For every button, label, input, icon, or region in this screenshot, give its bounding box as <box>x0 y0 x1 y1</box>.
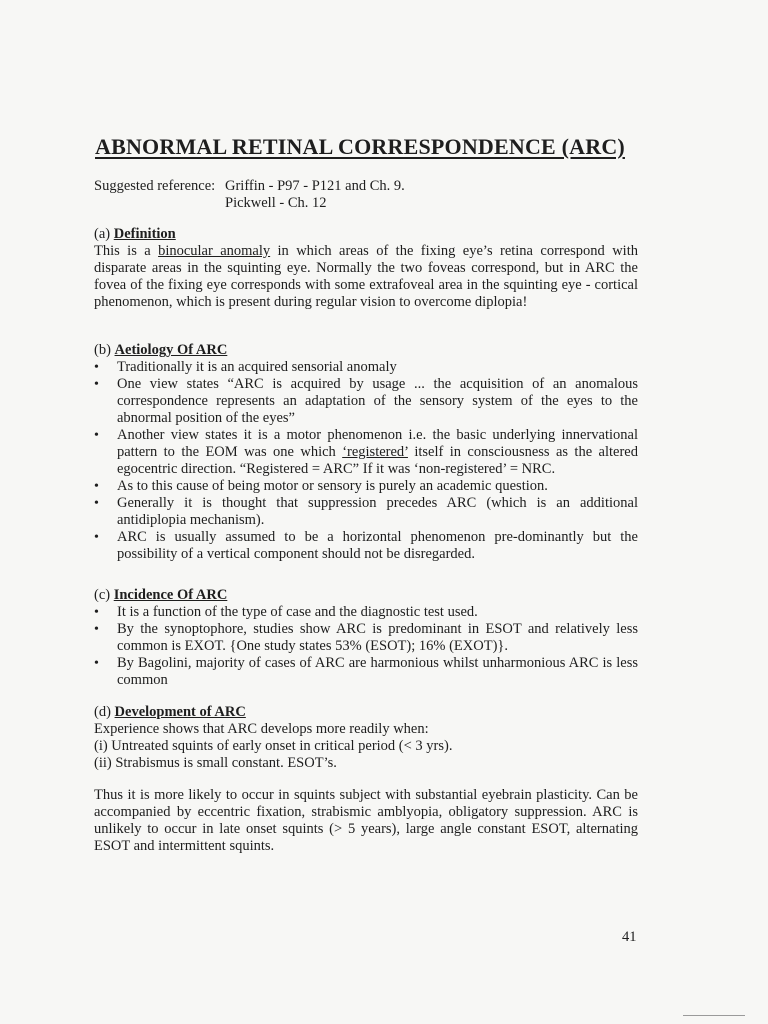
list-item <box>94 604 638 621</box>
bullet-icon: • <box>94 530 99 545</box>
list-item-text: As to this cause of being motor or sensory is purely an academic question. <box>117 478 548 494</box>
list-item-text: Generally it is thought that suppression precedes ARC (which is an additional antidiplopia mechanism). <box>117 495 638 528</box>
definition-heading <box>94 226 638 243</box>
development-heading <box>94 704 638 721</box>
list-item <box>94 529 638 563</box>
list-item <box>94 376 638 427</box>
bullet-icon: • <box>94 377 99 392</box>
list-item-text: ARC is usually assumed to be a horizontal phenomenon pre-dominantly but the possibility of a vertical component should not be disregarded. <box>117 529 638 562</box>
bullet-icon: • <box>94 360 99 375</box>
bullet-icon: • <box>94 656 99 671</box>
list-item <box>94 359 638 376</box>
list-item-text: By Bagolini, majority of cases of ARC are harmonious whilst unharmonious ARC is less common <box>117 655 638 688</box>
scan-artifact-line <box>683 1015 745 1016</box>
bullet-icon: • <box>94 428 99 443</box>
list-item-text: Traditionally it is an acquired sensorial anomaly <box>117 359 397 375</box>
conclusion-paragraph <box>94 787 638 855</box>
aetiology-heading <box>94 342 638 359</box>
conclusion-text: Thus it is more likely to occur in squints subject with substantial eyebrain plasticity. Can be accompanied by eccentric fixation, strabismic amblyopia, obligatory suppression. ARC is unlikely to occur in late onset squints (> 5 years), large angle constant ESOT, alternating ESOT and intermittent squints. <box>94 787 638 854</box>
reference-row-2 <box>94 195 405 212</box>
section-definition <box>94 226 638 311</box>
list-item <box>94 478 638 495</box>
development-point-1: (i) Untreated squints of early onset in critical period (< 3 yrs). <box>94 738 453 754</box>
page-number: 41 <box>622 929 637 945</box>
reference-line-2: Pickwell - Ch. 12 <box>225 195 327 211</box>
definition-paragraph <box>94 243 638 311</box>
bullet-icon: • <box>94 479 99 494</box>
bullet-icon: • <box>94 496 99 511</box>
definition-text-before: This is a <box>94 243 159 259</box>
reference-label: Suggested reference: <box>94 178 216 194</box>
definition-underlined-term: binocular anomaly <box>158 243 271 259</box>
section-marker: (d) <box>94 704 111 720</box>
list-item-text: One view states “ARC is acquired by usage ... the acquisition of an anomalous correspondence represents an adaptation of the sensory system of the eyes to the abnormal position of the eyes” <box>117 376 638 426</box>
list-item <box>94 427 638 478</box>
list-item <box>94 621 638 655</box>
section-heading-label: Development of ARC <box>114 704 246 720</box>
reference-line-1: Griffin - P97 - P121 and Ch. 9. <box>225 178 405 194</box>
list-item-text: Another view states it is a motor phenomenon i.e. the basic underlying innervational pattern to the EOM was one which <box>117 427 638 460</box>
incidence-heading <box>94 587 638 604</box>
list-item-text: itself in consciousness as the altered egocentric direction. “Registered = ARC” If it was ‘non-registered’ = NRC. <box>117 444 638 477</box>
section-marker: (a) <box>94 226 111 242</box>
section-heading-label: Definition <box>113 226 176 242</box>
list-item <box>94 655 638 689</box>
development-intro: Experience shows that ARC develops more readily when: <box>94 721 429 737</box>
section-development <box>94 704 638 772</box>
underlined-term: ‘registered’ <box>342 444 408 460</box>
definition-text-after: in which areas of the fixing eye’s retina correspond with disparate areas in the squinting eye. Normally the two foveas correspond, but in ARC the fovea of the fixing eye corresponds with some extrafoveal area in the squinting eye - cortical phenomenon, which is present during regular vision to overcome diplopia! <box>94 243 638 310</box>
list-item-text: By the synoptophore, studies show ARC is predominant in ESOT and relatively less common is EXOT. {One study states 53% (ESOT); 16% (EXOT)}. <box>117 621 638 654</box>
section-incidence <box>94 587 638 689</box>
list-item <box>94 495 638 529</box>
development-point-2: (ii) Strabismus is small constant. ESOT’s. <box>94 755 337 771</box>
reference-row-1 <box>94 178 405 195</box>
incidence-list <box>94 604 638 689</box>
section-marker: (b) <box>94 342 111 358</box>
section-heading-label: Incidence Of ARC <box>113 587 228 603</box>
section-aetiology <box>94 342 638 563</box>
suggested-reference <box>94 178 405 212</box>
list-item-text: It is a function of the type of case and the diagnostic test used. <box>117 604 478 620</box>
section-marker: (c) <box>94 587 111 603</box>
section-heading-label: Aetiology Of ARC <box>114 342 228 358</box>
page-title: ABNORMAL RETINAL CORRESPONDENCE (ARC) <box>95 134 625 159</box>
bullet-icon: • <box>94 605 99 620</box>
aetiology-list <box>94 359 638 563</box>
bullet-icon: • <box>94 622 99 637</box>
